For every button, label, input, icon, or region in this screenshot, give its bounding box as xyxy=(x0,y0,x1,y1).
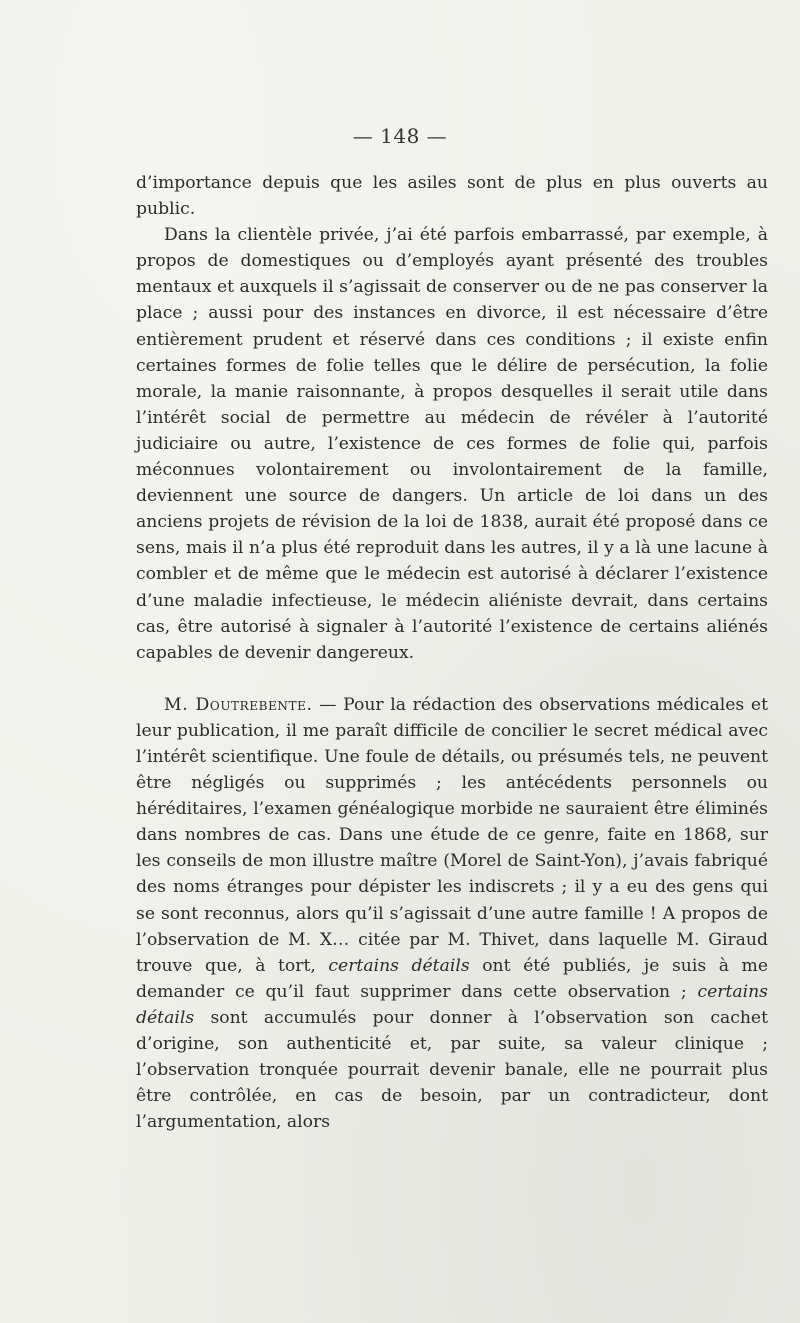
paragraph-continued: d’importance depuis que les asiles sont de plus en plus ouverts au public. xyxy=(136,173,768,220)
text-segment: sont accumulés pour donner à l’observation son cachet d’origine, son authenticité et, par suite, sa valeur clinique ; l’observation tronquée pourrait devenir banale, elle ne pourrait plus être contrôlée, en cas de besoin, par un contradicteur, dont l’argumentation, alors xyxy=(136,1007,768,1133)
italic-phrase: certains détails xyxy=(136,981,768,1028)
page-number: — 148 — xyxy=(352,124,448,148)
paragraph-private-clientele: Dans la clientèle privée, j’ai été parfois embarrassé, par exemple, à propos de domestiques ou d’employés ayant présenté des troubles mentaux et auxquels il s’agissait de conserver ou de ne pas conserver la place ; aussi pour des instances en divorce, il est nécessaire d’être entièrement prudent et réservé dans ces conditions ; il existe enfin certaines formes de folie telles que le délire de persécution, la folie morale, la manie raisonnante, à propos desquelles il serait utile dans l’intérêt social de permettre au médecin de révéler à l’autorité judiciaire ou autre, l’existence de ces formes de folie qui, parfois méconnues volontairement ou involontairement de la famille, deviennent une source de dangers. Un article de loi dans un des anciens projets de révision de la loi de 1838, aurait été proposé dans ce sens, mais il n’a plus été reproduit dans les autres, il y a là une lacune à combler et de même que le médecin est autorisé à déclarer l’existence d’une maladie infectieuse, le médecin aliéniste devrait, dans certains cas, être autorisé à signaler à l’autorité l’existence de certains aliénés capables de devenir dangereux. xyxy=(136,225,768,663)
paragraph-doutrebente xyxy=(136,692,768,1136)
text-segment: ont été publiés, je suis à me demander ce qu’il faut supprimer dans cette observation ; xyxy=(136,955,768,1002)
body-text xyxy=(136,170,768,1135)
italic-phrase: certains détails xyxy=(328,955,470,976)
speaker-name: M. Doutrebente. xyxy=(164,694,313,715)
text-segment: — Pour la rédaction des observations médicales et leur publication, il me paraît difficile de concilier le secret médical avec l’intérêt scientifique. Une foule de détails, ou présumés tels, ne peuvent être négligés ou supprimés ; les antécédents personnels ou héréditaires, l’examen généalogique morbide ne sauraient être éliminés dans nombres de cas. Dans une étude de ce genre, faite en 1868, sur les conseils de mon illustre maître (Morel de Saint-Yon), j’avais fabriqué des noms étranges pour dépister les indiscrets ; il y a eu des gens qui se sont reconnus, alors qu’il s’agissait d’une autre famille ! A propos de l’observation de M. X… citée par M. Thivet, dans laquelle M. Giraud trouve que, à tort, xyxy=(136,694,768,976)
